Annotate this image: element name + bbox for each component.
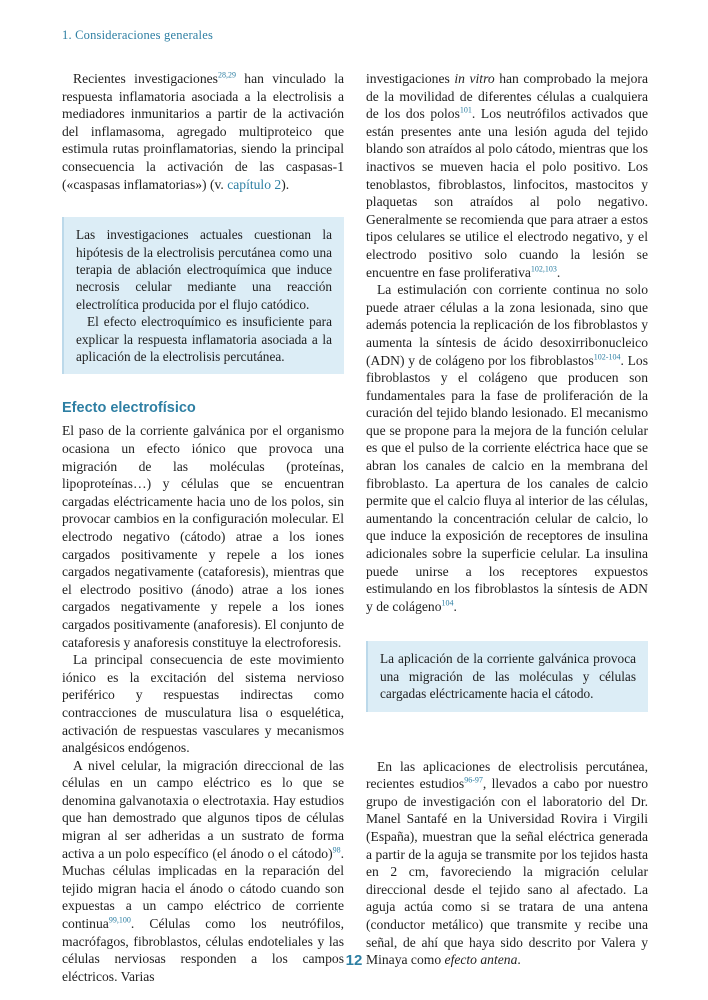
citation-ref[interactable]: 98 (332, 845, 341, 855)
text: A nivel celular, la migración direccional de las células en un campo eléctrico es lo que se denomina galvanotaxia o electrotaxia. Hay estudios que han demostrado que algunos tipos de células migran al ser adheridas a un sustrato de forma activa a un polo específico (el ánodo o el cátodo) (62, 757, 344, 861)
text: . Los fibroblastos y el colágeno que producen son fundamentales para la fase de proliferación de la curación del tejido blando lesionado. El mecanismo que se propone para la mejora de la función celular es que el pulso de la corriente eléctrica hace que se abran los canales de calcio en la membrana del fibroblasto. La apertura de los canales de calcio permite que el calcio fluya al interior de las células, aumentando la concentración celular de calcio, lo que induce la exposición de receptores de insulina adicionales sobre la superficie celular. La insulina puede unirse a los receptores expuestos estimulando en los fibroblastos la síntesis de ADN y de colágeno (366, 352, 648, 614)
chapter-link[interactable]: capítulo 2 (227, 176, 282, 192)
highlight-box (62, 217, 344, 374)
paragraph-electroforesis: El paso de la corriente galvánica por el organismo ocasiona un efecto iónico que provoca una migración de las moléculas (proteínas, lipoproteínas…) y células que se encuentran cargadas eléctricamente hacia uno de los polos, sin provocar cambios en la configuración molecular. El electrodo negativo (cátodo) atrae a los iones cargados positivamente y repele a los iones cargados negativamente (cataforesis), mientras que el electrodo positivo (ánodo) atrae a los iones cargados negativamente y repele a los iones cargados positivamente (anaforesis). El conjunto de cataforesis y anaforesis constituye la electroforesis. (62, 423, 344, 650)
left-column (62, 70, 344, 985)
text: , llevados a cabo por nuestro grupo de investigación con el laboratorio del Dr. Manel Santafé en la Universidad Rovira i Virgili (España), muestran que la señal eléctrica generada a partir de la aguja se transmite por los tejidos hasta en 2 cm, favoreciendo la migración celular direccional desde el tejido sano al afectado. La aguja actúa como si se tratara de una antena (conductor metálico) que transmite y recibe una señal, de ahí que haya sido descrito por Valera y Minaya como (366, 776, 648, 968)
text: La estimulación con corriente continua no solo puede atraer células a la zona lesionada, sino que además potencia la replicación de los fibroblastos y aumenta la síntesis de ácido desoxirribonucleico (ADN) y de colágeno por los fibroblastos (366, 282, 648, 368)
text: investigaciones (366, 71, 455, 86)
citation-ref[interactable]: 99,100 (108, 915, 131, 925)
paragraph-corriente-continua (366, 281, 648, 615)
text: . (517, 952, 521, 968)
text: . Los neutrófilos activados que están presentes ante una lesión aguda del tejido blando son atraídos al polo cátodo, mientras que los inactivos se mueven hacia el polo positivo. Los tenoblastos, fibroblastos, linfocitos, mastocitos y plaquetas son atraídos al polo negativo. Generalmente se recomienda que para atraer a estos tipos celulares se utilice el electrodo negativo, y el electrodo positivo solo cuando la lesión se encuentre en fase proliferativa (366, 106, 649, 280)
citation-ref[interactable]: 28,29 (217, 70, 236, 80)
text: Recientes investigaciones (73, 71, 218, 86)
text: . Células como los neutrófilos, macrófagos, fibroblastos, células endoteliales y las células nerviosas responden a los campos eléctricos. Varias (62, 916, 344, 984)
section-title: Efecto electrofísico (62, 400, 196, 417)
text: . (453, 598, 457, 614)
box-paragraph: Las investigaciones actuales cuestionan la hipótesis de la electrolisis percutánea como una terapia de ablación electroquímica que induce necrosis celular mediante una reacción electrolítica producida por el flujo catódico. (76, 227, 332, 312)
text: han comprobado la mejora de la movilidad de diferentes células a cualquiera de los dos polos (366, 71, 648, 122)
running-header: 1. Consideraciones generales (62, 28, 214, 42)
paragraph-consecuencia: La principal consecuencia de este movimiento iónico es la excitación del sistema nervioso periférico y respuestas indirectas como contracciones de musculatura lisa o esquelética, activación de respuestas vasculares y mecanismos analgésicos endógenos. (62, 652, 344, 756)
box-paragraph: El efecto electroquímico es insuficiente para explicar la respuesta inflamatoria asociada a la aplicación de la electrolisis percutánea. (76, 314, 332, 364)
citation-ref[interactable]: 96-97 (464, 775, 483, 785)
citation-ref[interactable]: 102-104 (593, 351, 621, 361)
right-column (366, 70, 648, 969)
text: han vinculado la respuesta inflamatoria asociada a la electrolisis a mediadores inmunitarios a partir de la activación del inflamasoma, agregado multiproteico que estimula rutas proinflamatorias, siendo la principal consecuencia la activación de las caspasas-1 («caspasas inflamatorias») (v. (62, 71, 344, 192)
citation-ref[interactable]: 101 (459, 105, 472, 115)
citation-ref[interactable]: 104 (441, 598, 454, 608)
page-number: 12 (345, 952, 363, 969)
text: . (556, 264, 561, 280)
text: ). (281, 176, 290, 192)
text-italic: efecto antena (444, 952, 518, 968)
citation-ref[interactable]: 102,103 (530, 264, 557, 273)
text: . Muchas células implicadas en la reparación del tejido migran hacia el ánodo o cátodo cuando son expuestas a un campo eléctrico de corriente continua (62, 845, 344, 932)
text-italic: in vitro (454, 71, 495, 86)
text: En las aplicaciones de electrolisis percutánea, recientes estudios (366, 758, 648, 792)
paragraph-efecto-antena (366, 758, 648, 969)
paragraph-inflamasoma (62, 70, 344, 193)
box-paragraph: La aplicación de la corriente galvánica provoca una migración de las moléculas y células cargadas eléctricamente hacia el cátodo. (380, 651, 636, 702)
highlight-box (366, 641, 648, 711)
paragraph-in-vitro (366, 70, 648, 281)
